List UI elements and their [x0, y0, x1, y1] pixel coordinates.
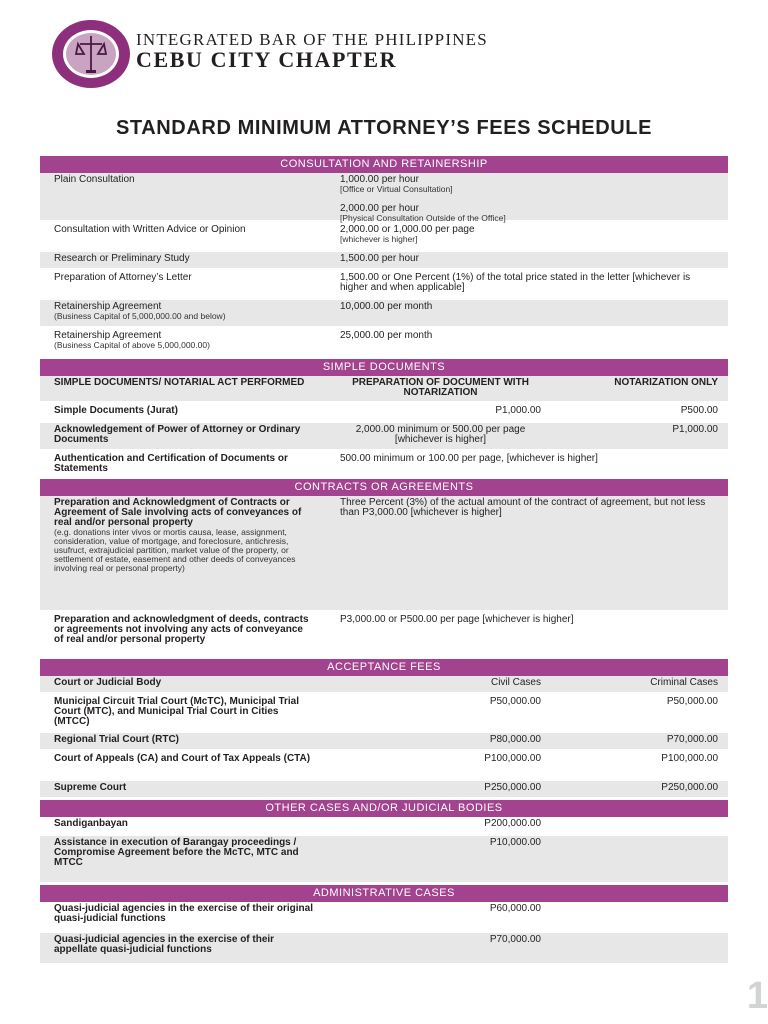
item-note: (e.g. donations inter vivos or mortis causa, lease, assignment, consideration, value of mortgage, and foreclosure, antichresis, usufruct, extrajudicial partition, market value of the property, or settlement of estate, easement and other deeds of conveyances involving real or personal property)	[54, 527, 296, 573]
table-row	[40, 752, 728, 781]
civil-fee: P80,000.00	[489, 734, 541, 745]
item-label: Research or Preliminary Study	[54, 253, 190, 264]
column-header: SIMPLE DOCUMENTS/ NOTARIAL ACT PERFORMED	[54, 377, 305, 388]
notary-fee: P500.00	[680, 405, 718, 416]
table-row	[40, 733, 728, 752]
chapter-name: CEBU CITY CHAPTER	[136, 47, 398, 72]
table-row	[40, 902, 728, 933]
table-row	[40, 173, 728, 223]
table-row	[40, 933, 728, 966]
item-label: Authentication and Certification of Documents or Statements	[54, 453, 288, 474]
item-label: Sandiganbayan	[54, 818, 128, 829]
page-number: 1	[746, 975, 768, 1017]
item-label: Supreme Court	[54, 782, 127, 793]
fee-text: P10,000.00	[489, 837, 541, 848]
item-label: Retainership Agreement	[54, 301, 162, 312]
table-row	[40, 223, 728, 252]
item-label: Assistance in execution of Barangay proceedings / Compromise Agreement before the McTC, MTC and MTCC	[54, 837, 299, 868]
fee-text: Three Percent (3%) of the actual amount of the contract of agreement, but not less than P3,000.00 [whichever is higher]	[340, 497, 706, 518]
item-sub: (Business Capital of above 5,000,000.00)	[54, 340, 210, 350]
fee-text: 10,000.00 per month	[340, 301, 433, 312]
table-header-row	[40, 676, 728, 695]
civil-fee: P250,000.00	[484, 782, 541, 793]
table-row	[40, 404, 728, 423]
column-header: NOTARIZATION ONLY	[614, 377, 718, 388]
fee-text: P70,000.00	[489, 934, 541, 945]
fee-note: [Physical Consultation Outside of the Office]	[340, 213, 506, 223]
table-row	[40, 817, 728, 836]
item-label: Municipal Circuit Trial Court (McTC), Municipal Trial Court (MTC), and Municipal Trial Court in Cities (MTCC)	[54, 696, 300, 727]
column-header: PREPARATION OF DOCUMENT WITH NOTARIZATION	[352, 377, 529, 398]
fee-text: P3,000.00 or P500.00 per page [whichever is higher]	[340, 614, 574, 625]
criminal-fee: P100,000.00	[661, 753, 718, 764]
fee-text: 1,000.00 per hour	[340, 174, 419, 185]
table-row	[40, 252, 728, 271]
prep-fee: P1,000.00	[495, 405, 541, 416]
item-label: Quasi-judicial agencies in the exercise of their original quasi-judicial functions	[54, 903, 313, 924]
item-label: Preparation of Attorney’s Letter	[54, 272, 192, 283]
fee-note: [whichever is higher]	[340, 234, 418, 244]
item-label: Acknowledgement of Power of Attorney or Ordinary Documents	[54, 424, 301, 445]
item-label: Court of Appeals (CA) and Court of Tax Appeals (CTA)	[54, 753, 311, 764]
fee-text: 1,500.00 per hour	[340, 253, 419, 264]
item-sub: (Business Capital of 5,000,000.00 and below)	[54, 311, 226, 321]
notary-fee: P1,000.00	[672, 424, 718, 435]
table-header-row	[40, 376, 728, 404]
fee-text: P60,000.00	[489, 903, 541, 914]
table-row	[40, 695, 728, 733]
section-heading-admin-cases: ADMINISTRATIVE CASES	[40, 885, 728, 902]
item-label: Consultation with Written Advice or Opinion	[54, 224, 246, 235]
fee-text: 1,500.00 or One Percent (1%) of the total price stated in the letter [whichever is higher and when applicable]	[340, 272, 691, 293]
table-row	[40, 613, 728, 659]
table-row	[40, 423, 728, 452]
table-row	[40, 300, 728, 329]
item-label: Preparation and Acknowledgment of Contracts or Agreement of Sale involving acts of conveyances of real and/or personal property	[54, 497, 302, 528]
item-label: Preparation and acknowledgment of deeds, contracts or agreements not involving any acts of conveyance of real and/or personal property	[54, 614, 309, 645]
fee-text: 2,000.00 or 1,000.00 per page	[340, 224, 475, 235]
column-header: Civil Cases	[490, 677, 541, 688]
org-name: INTEGRATED BAR OF THE PHILIPPINES	[136, 30, 488, 49]
column-header: Court or Judicial Body	[54, 677, 162, 688]
item-label: Retainership Agreement	[54, 330, 162, 341]
item-label: Plain Consultation	[54, 174, 135, 185]
civil-fee: P50,000.00	[489, 696, 541, 707]
table-row	[40, 452, 728, 479]
fees-schedule	[40, 156, 728, 966]
table-row	[40, 271, 728, 300]
table-row	[40, 329, 728, 355]
fee-text: 2,000.00 per hour	[340, 203, 419, 214]
fee-note: [Office or Virtual Consultation]	[340, 184, 453, 194]
section-heading-acceptance-fees: ACCEPTANCE FEES	[40, 659, 728, 676]
column-header: Criminal Cases	[650, 677, 718, 688]
table-row	[40, 496, 728, 613]
prep-fee: 2,000.00 minimum or 500.00 per page [whichever is higher]	[355, 424, 526, 445]
item-label: Quasi-judicial agencies in the exercise of their appellate quasi-judicial functions	[54, 934, 275, 955]
page-header	[0, 0, 768, 100]
fee-text: P200,000.00	[484, 818, 541, 829]
criminal-fee: P70,000.00	[666, 734, 718, 745]
section-heading-contracts: CONTRACTS OR AGREEMENTS	[40, 479, 728, 496]
page-title: STANDARD MINIMUM ATTORNEY’S FEES SCHEDULE	[115, 117, 653, 139]
fee-text: 25,000.00 per month	[340, 330, 433, 341]
criminal-fee: P250,000.00	[661, 782, 718, 793]
civil-fee: P100,000.00	[484, 753, 541, 764]
criminal-fee: P50,000.00	[666, 696, 718, 707]
table-row	[40, 781, 728, 800]
item-label: Regional Trial Court (RTC)	[54, 734, 179, 745]
section-heading-simple-documents: SIMPLE DOCUMENTS	[40, 359, 728, 376]
item-label: Simple Documents (Jurat)	[54, 405, 178, 416]
section-heading-other-cases: OTHER CASES AND/OR JUDICIAL BODIES	[40, 800, 728, 817]
fee-text: 500.00 minimum or 100.00 per page, [whichever is higher]	[340, 453, 598, 464]
ibp-seal-logo	[50, 18, 132, 90]
table-row	[40, 836, 728, 885]
section-heading-consultation: CONSULTATION AND RETAINERSHIP	[40, 156, 728, 173]
